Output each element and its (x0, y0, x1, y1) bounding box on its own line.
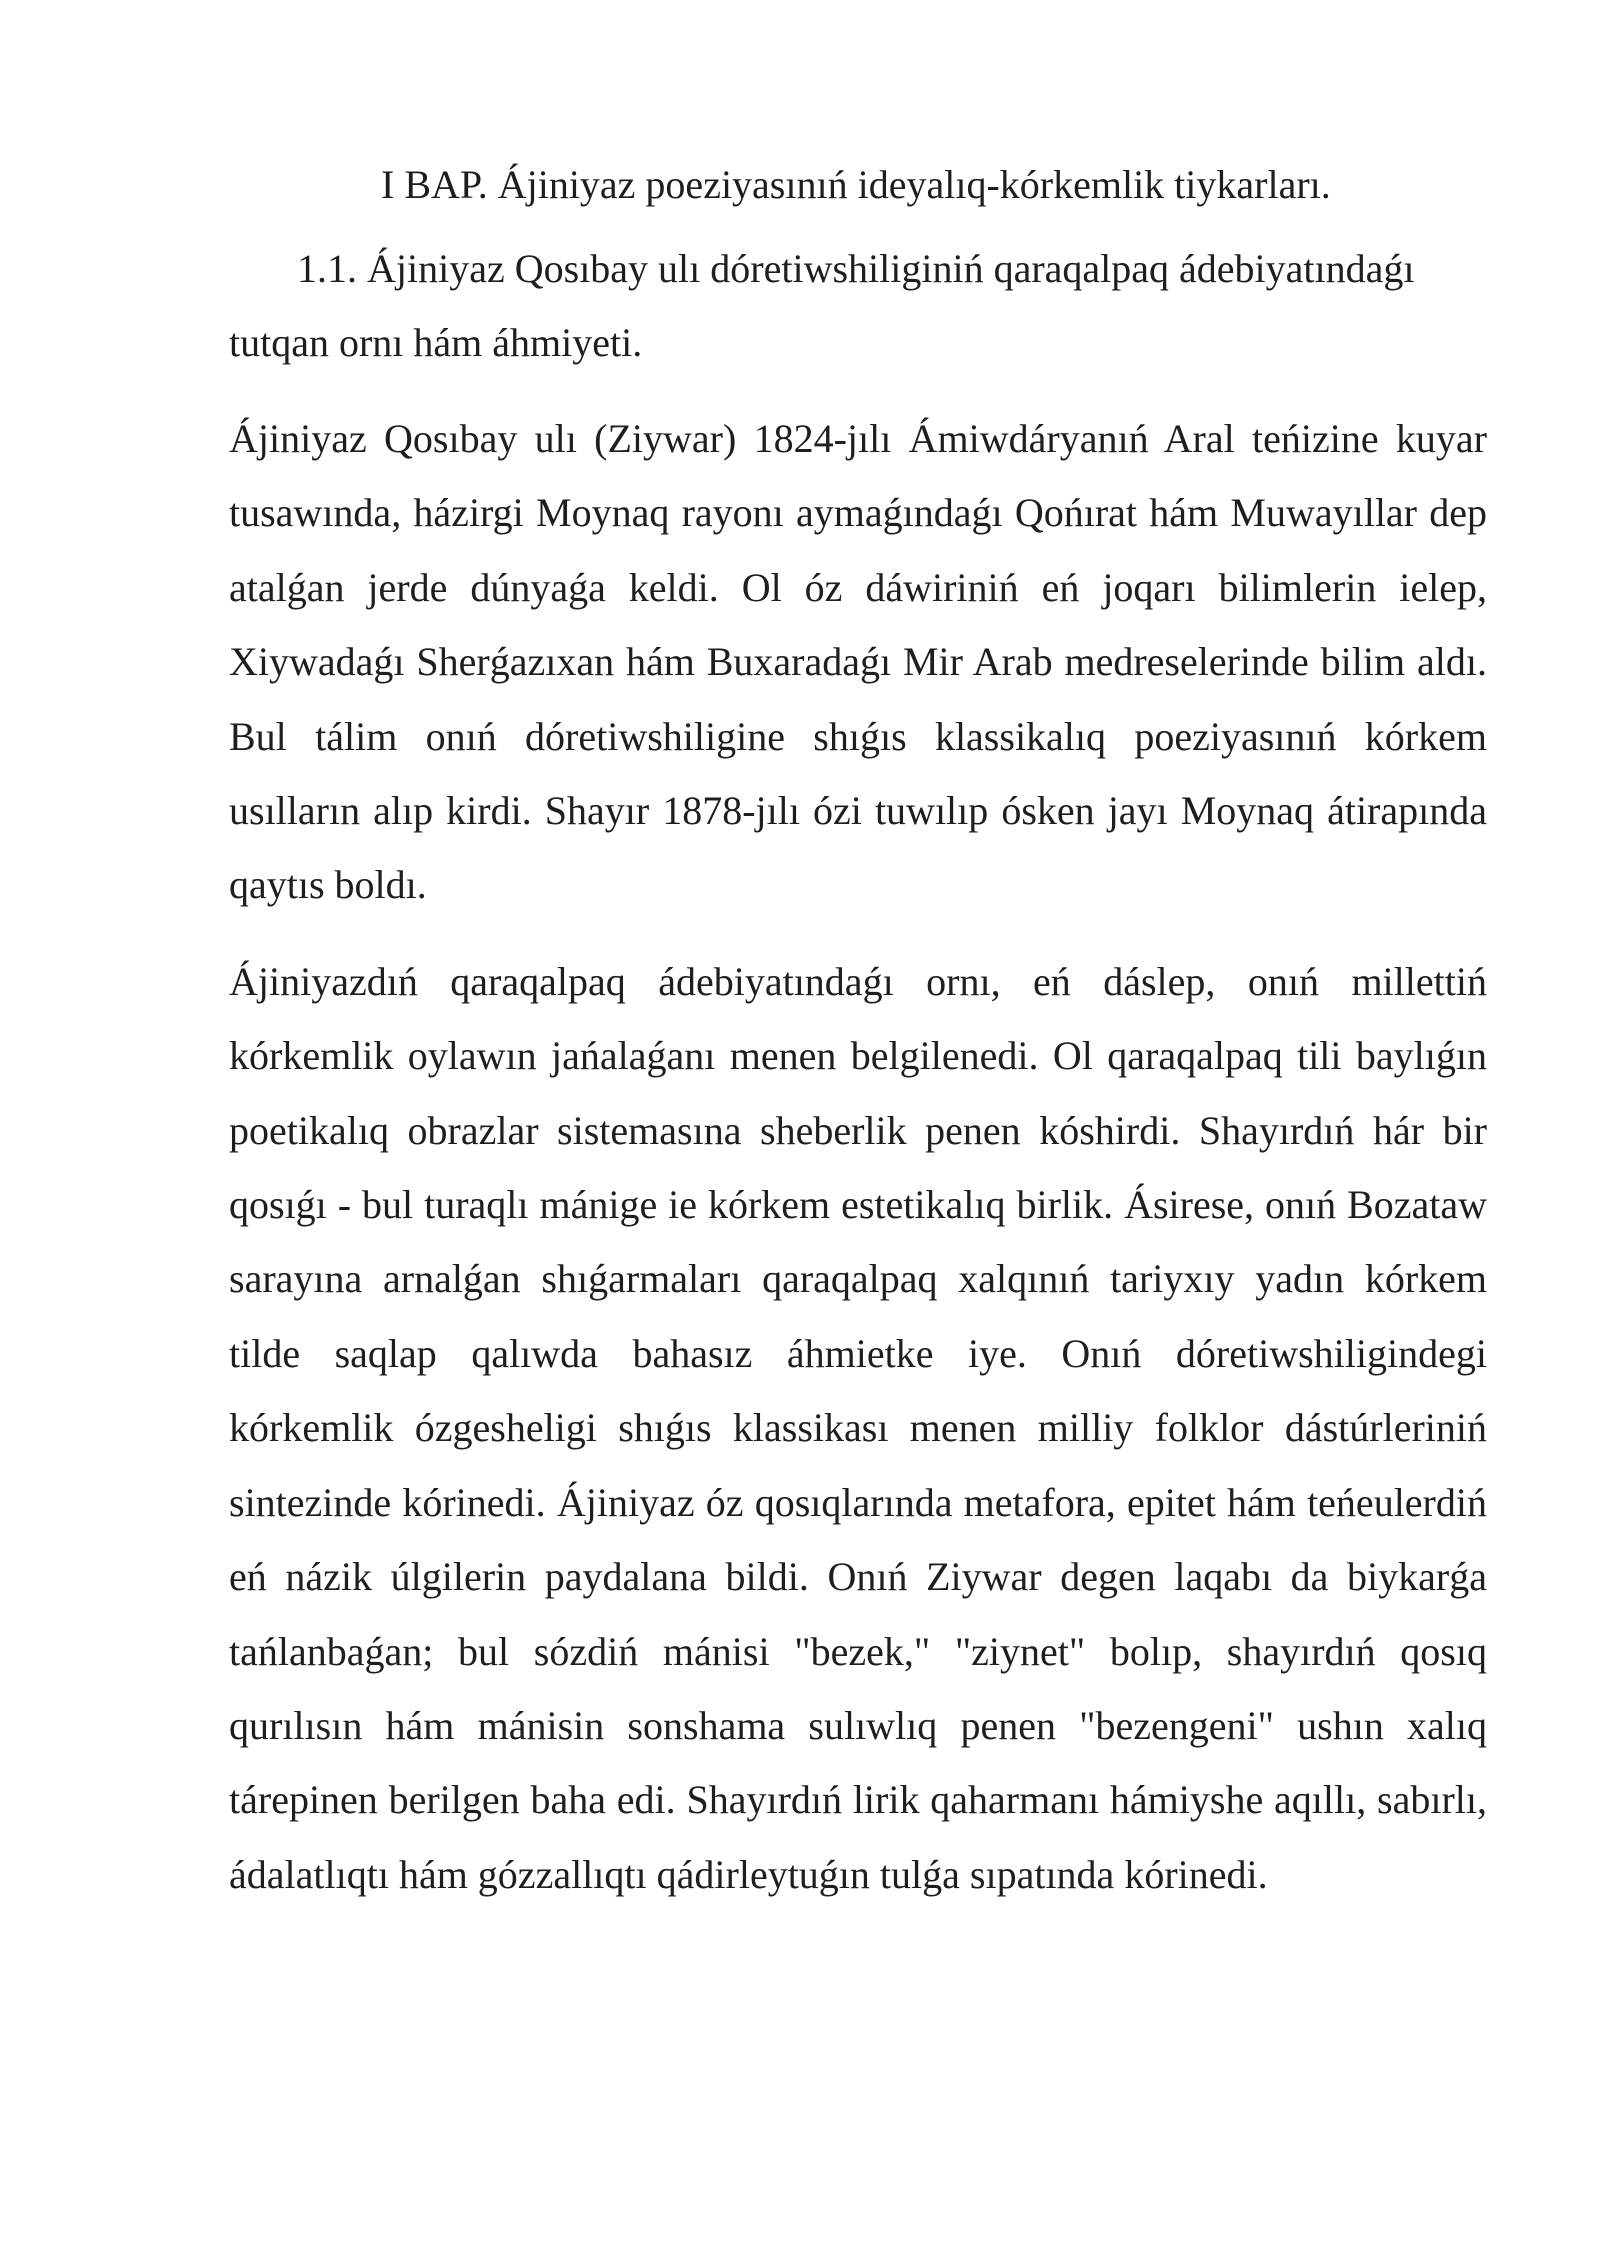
chapter-title: I BAP. Ájiniyaz poeziyasınıń ideyalıq-kórkemlik tiykarları. (381, 162, 1331, 207)
section-heading: 1.1. Ájiniyaz Qosıbay ulı dóretiwshiliginiń qaraqalpaq ádebiyatındaǵı tutqan ornı hám áhmiyeti. (229, 246, 1415, 365)
body-paragraph-2: Ájiniyazdıń qaraqalpaq ádebiyatındaǵı ornı, eń dáslep, onıń millettiń kórkemlik oylawın jańalaǵanı menen belgilenedi. Ol qaraqalpaq tili baylıǵın poetikalıq obrazlar sistemasına sheberlik penen kóshirdi. Shayırdıń hár bir qosıǵı - bul turaqlı mánige ie kórkem estetikalıq birlik. Ásirese, onıń Bozataw sarayına arnalǵan shıǵarmaları qaraqalpaq xalqınıń tariyxıy yadın kórkem tilde saqlap qalıwda bahasız áhmietke iye. Onıń dóretiwshiligindegi kórkemlik ózgesheligi shıǵıs klassikası menen milliy folklor dástúrleriniń sintezinde kórinedi. Ájiniyaz óz qosıqlarında metafora, epitet hám teńeulerdiń eń názik úlgilerin paydalana bildi. Onıń Ziywar degen laqabı da biykarǵa tańlanbaǵan; bul sózdiń mánisi "bezek," "ziynet" bolıp, shayırdıń qosıq qurılısın hám mánisin sonshama sulıwlıq penen "bezengeni" ushın xalıq tárepinen berilgen baha edi. Shayırdıń lirik qaharmanı hámiyshe aqıllı, sabırlı, ádalatlıqtı hám gózzallıqtı qádirleytuǵın tulǵa sıpatında kórinedi. (229, 958, 1487, 1897)
document-page (229, 148, 1487, 1912)
body-paragraph-1: Ájiniyaz Qosıbay ulı (Ziywar) 1824-jılı Ámiwdáryanıń Aral teńizine kuyar tusawında, házirgi Moynaq rayonı aymaǵındaǵı Qońırat hám Muwayıllar dep atalǵan jerde dúnyaǵa keldi. Ol óz dáwiriniń eń joqarı bilimlerin ielep, Xiywadaǵı Sherǵazıxan hám Buxaradaǵı Mir Arab medreselerinde bilim aldı. Bul tálim onıń dóretiwshiligine shıǵıs klassikalıq poeziyasınıń kórkem usılların alıp kirdi. Shayır 1878-jılı ózi tuwılıp ósken jayı Moynaq átirapında qaytıs boldı. (229, 416, 1487, 908)
